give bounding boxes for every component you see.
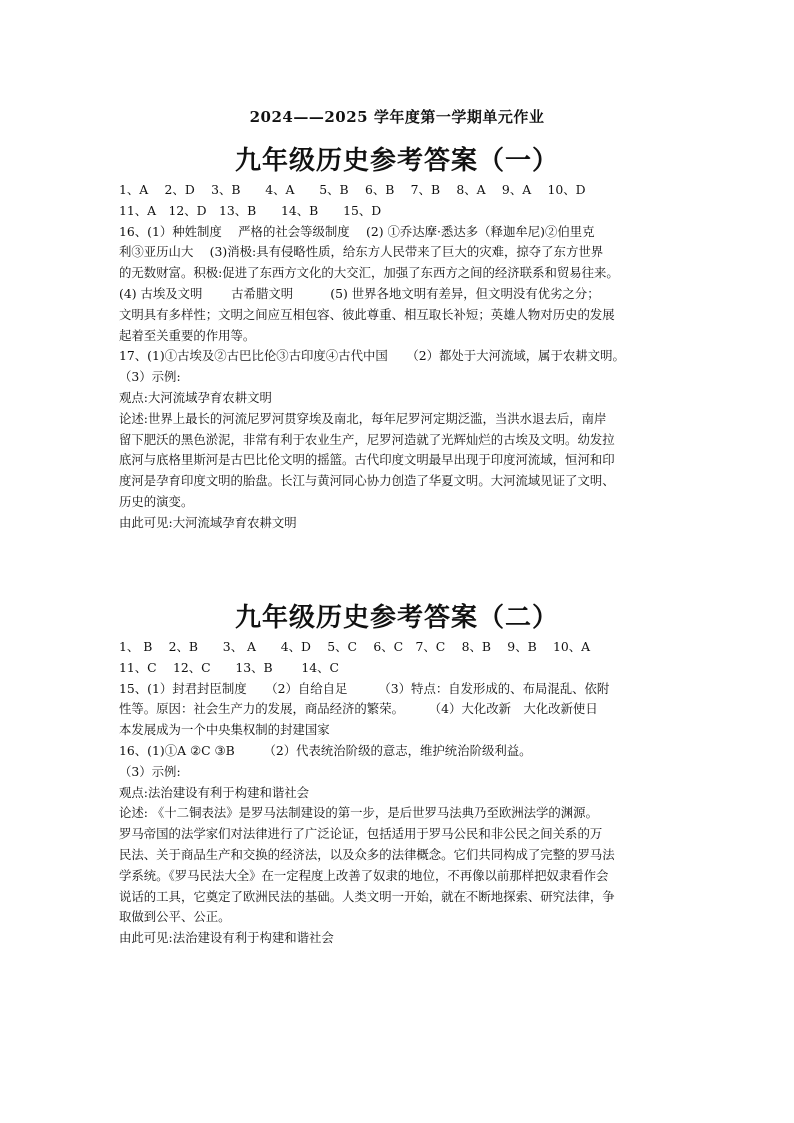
answer-line: 利③亚历山大 (3)消极:具有侵略性质，给东方人民带来了巨大的灾难，掠夺了东方世界 [119, 244, 604, 260]
answer-line: 罗马帝国的法学家们对法律进行了广泛论证，包括适用于罗马公民和非公民之间关系的万 [119, 826, 603, 842]
answer-line: 1、 B 2、B 3、 A 4、D 5、C 6、C 7、C 8、B 9、B 10、A [119, 639, 591, 654]
answer-line: 16、(1）种姓制度 严格的社会等级制度 (2) ①乔达摩·悉达多（释迦牟尼)②伯里克 [119, 223, 595, 239]
answer-line: 观点:法治建设有利于构建和谐社会 [119, 784, 310, 800]
answer-line: 观点:大河流域孕育农耕文明 [119, 389, 272, 405]
answer-line: 论述: 《十二铜表法》是罗马法制建设的第一步，是后世罗马法典乃至欧洲法学的渊源。 [119, 805, 598, 821]
answer-line: 由此可见:大河流域孕育农耕文明 [119, 514, 297, 530]
answer-line: 文明具有多样性；文明之间应互相包容、彼此尊重、相互取长补短；英雄人物对历史的发展 [119, 306, 615, 322]
section-title-1: 九年级历史参考答案（一） [234, 146, 559, 176]
answer-line: （3）示例: [119, 763, 181, 779]
answer-line: 度河是孕育印度文明的胎盘。长江与黄河同心协力创造了华夏文明。大河流域见证了文明、 [119, 473, 615, 489]
answer-line: 说话的工具，它奠定了欧洲民法的基础。人类文明一开始，就在不断地探索、研究法律，争 [119, 888, 615, 904]
answer-line: 1、A 2、D 3、B 4、A 5、B 6、B 7、B 8、A 9、A 10、D [119, 182, 586, 197]
answer-block-1 [119, 180, 679, 534]
answer-line: 历史的演变。 [119, 493, 194, 509]
answer-line: 取做到公平、公正。 [119, 909, 231, 925]
answer-line: 学系统。《罗马民法大全》在一定程度上改善了奴隶的地位，不再像以前那样把奴隶看作会 [119, 867, 609, 883]
answer-line: 留下肥沃的黑色淤泥，非常有利于农业生产，尼罗河造就了光辉灿烂的古埃及文明。幼发拉 [119, 431, 615, 447]
answer-line: 16、(1)①A ②C ③B （2）代表统治阶级的意志，维护统治阶级利益。 [119, 742, 532, 758]
answer-line: 的无数财富。积极:促进了东西方文化的大交汇，加强了东西方之间的经济联系和贸易往来。 [119, 265, 619, 281]
answer-line: 由此可见:法治建设有利于构建和谐社会 [119, 930, 334, 946]
answer-line: 底河与底格里斯河是古巴比伦文明的摇篮。古代印度文明最早出现于印度河流域，恒河和印 [119, 452, 615, 468]
answer-line: 17、(1)①古埃及②古巴比伦③古印度④古代中国 （2）都处于大河流域，属于农耕文明。 [119, 348, 625, 364]
answer-line: 论述:世界上最长的河流尼罗河贯穿埃及南北，每年尼罗河定期泛滥，当洪水退去后，南岸 [119, 410, 607, 426]
answer-line: 11、C 12、C 13、B 14、C [119, 659, 340, 675]
answer-line: （3）示例: [119, 369, 181, 385]
answer-line: 性等。原因：社会生产力的发展，商品经济的繁荣。 （4）大化改新 大化改新使日 [119, 701, 598, 717]
answer-line: 本发展成为一个中央集权制的封建国家 [119, 722, 330, 738]
answer-line: 起着至关重要的作用等。 [119, 327, 256, 343]
answer-block-2 [119, 637, 679, 949]
section-title-2: 九年级历史参考答案（二） [234, 603, 559, 633]
answer-line: 11、A 12、D 13、B 14、B 15、D [119, 202, 382, 218]
answer-line: 民法、关于商品生产和交换的经济法，以及众多的法律概念。它们共同构成了完整的罗马法 [119, 846, 615, 862]
document-header: 2024——2025 学年度第一学期单元作业 [249, 108, 545, 126]
answer-line: (4) 古埃及文明 古希腊文明 (5) 世界各地文明有差异，但文明没有优劣之分； [119, 285, 600, 301]
answer-line: 15、(1）封君封臣制度 （2）自给自足 （3）特点：自发形成的、布局混乱、依附 [119, 680, 610, 696]
